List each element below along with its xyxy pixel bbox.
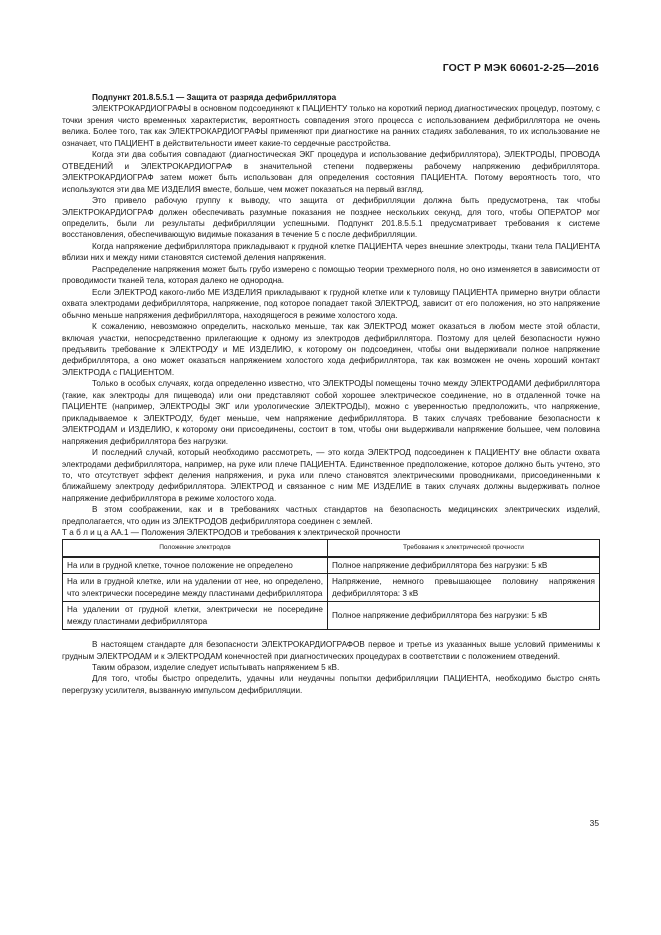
paragraph: Когда эти два события совпадают (диагностическая ЭКГ процедура и использование дефибриллятора), ЭЛЕКТРОДЫ, ПРОВОДА ОТВЕДЕНИЙ и ЭЛЕКТРОКАРДИОГРАФ в значительной степени подвержены рабочему напряжению дефибриллятора. ЭЛЕКТРОКАРДИОГРАФ затем может быть использован для определения состояния ПАЦИЕНТА. Потому вероятность того, что используются эти два МЕ ИЗДЕЛИЯ вместе, больше, чем может показаться на первый взгляд.: [62, 150, 600, 194]
table-cell: На или в грудной клетке, точное положение не определено: [63, 557, 328, 574]
table-row: [63, 574, 600, 602]
paragraph: Когда напряжение дефибриллятора прикладывают к грудной клетке ПАЦИЕНТА через внешние электроды, ткани тела ПАЦИЕНТА вблизи них и между ними становятся системой деления напряжения.: [62, 241, 600, 263]
table-cell: Полное напряжение дефибриллятора без нагрузки: 5 кВ: [328, 602, 600, 630]
paragraph: ЭЛЕКТРОКАРДИОГРАФЫ в основном подсоединяют к ПАЦИЕНТУ только на короткий период диагностических процедур, поэтому, с точки зрения чисто временных характеристик, вероятность совпадения этого процесса с использованием дефибриллятора не очень велика. Более того, так как ЭЛЕКТРОКАРДИОГРАФЫ применяют при диагностике на ранних стадиях заболевания, то их использование не означает, что ПАЦИЕНТ в действительности имеет какие-то сердечные расстройства.: [62, 104, 600, 148]
paragraph: И последний случай, который необходимо рассмотреть, — это когда ЭЛЕКТРОД подсоединен к ПАЦИЕНТУ вне области охвата электродами дефибриллятора, например, на руке или плече ПАЦИЕНТА. Единственное предположение, которое должно быть учтено, это то, что отсутствует эффект деления напряжения, и рука или плечо становятся электрическими проводниками, присоединенными к ближайшему электроду дефибриллятора. ЭЛЕКТРОД и связанное с ним МЕ ИЗДЕЛИЕ в таких случаях должны выдерживать полное напряжение дефибриллятора в режиме холостого хода.: [62, 448, 600, 503]
paragraph: Распределение напряжения может быть грубо измерено с помощью теории трехмерного поля, но оно изменяется в зависимости от проводимости тканей тела, которая далеко не однородна.: [62, 264, 600, 286]
paragraph: Для того, чтобы быстро определить, удачны или неудачны попытки дефибрилляции ПАЦИЕНТА, необходимо быстро снять перегрузку усилителя, вызванную импульсом дефибрилляции.: [62, 674, 600, 695]
column-header: Положение электродов: [63, 539, 328, 557]
table-caption: Т а б л и ц а АА.1 — Положения ЭЛЕКТРОДОВ и требования к электрической прочности: [62, 528, 401, 538]
table-cell: На удалении от грудной клетки, электрически не посередине между пластинами дефибриллятора: [63, 602, 328, 630]
document-body: [62, 92, 600, 696]
table-row: [63, 557, 600, 574]
column-header: Требования к электрической прочности: [328, 539, 600, 557]
paragraph: Это привело рабочую группу к выводу, что защита от дефибрилляции должна быть предусмотрена, так чтобы ЭЛЕКТРОКАРДИОГРАФ должен обеспечивать разумные показания не позднее нескольких секунд, для того, чтобы ОПЕРАТОР мог определить, были ли результаты дефибрилляции успешными. Подпункт 201.8.5.5.1 предусматривает требования к системе восстановления, обеспечивающую видимые показания в течение 5 с после дефибрилляции.: [62, 196, 600, 240]
paragraph: Таким образом, изделие следует испытывать напряжением 5 кВ.: [92, 663, 340, 673]
paragraph: В настоящем стандарте для безопасности ЭЛЕКТРОКАРДИОГРАФОВ первое и третье из указанных выше условий применимы к грудным ЭЛЕКТРОДАМ и к ЭЛЕКТРОДАМ конечностей при диагностических процедурах в соответствии с положением отведений.: [62, 640, 600, 661]
table-cell: Напряжение, немного превышающее половину напряжения дефибриллятора: 3 кВ: [328, 574, 600, 602]
page-number: 35: [589, 818, 599, 828]
standard-header: ГОСТ Р МЭК 60601-2-25—2016: [442, 62, 599, 74]
table-cell: Полное напряжение дефибриллятора без нагрузки: 5 кВ: [328, 557, 600, 574]
paragraph: К сожалению, невозможно определить, насколько меньше, так как ЭЛЕКТРОД может оказаться в любом месте этой области, включая участки, непосредственно прилегающие к одному из электродов дефибриллятора. Поэтому для целей безопасности нужно предъявить требование к ЭЛЕКТРОДУ и МЕ ИЗДЕЛИЮ, к которому он подсоединен, чтобы они выдерживали полное напряжение дефибриллятора, а оно может оказаться напряжением холостого хода дефибриллятора, так как возможен не очень хороший контакт ЭЛЕКТРОДА с ПАЦИЕНТОМ.: [62, 322, 600, 377]
table-header-row: [63, 539, 600, 557]
table-row: [63, 602, 600, 630]
paragraph: Если ЭЛЕКТРОД какого-либо МЕ ИЗДЕЛИЯ прикладывают к грудной клетке или к туловищу ПАЦИЕНТА примерно внутри области охвата электродами дефибриллятора, напряжение, под которое попадает такой ЭЛЕКТРОД, зависит от его положения, но это напряжение обычно меньше напряжения дефибриллятора, находящегося в режиме холостого хода.: [62, 287, 600, 320]
requirements-table: [62, 539, 600, 630]
table-cell: На или в грудной клетке, или на удалении от нее, но определено, что электрически посередине между пластинами дефибриллятора: [63, 574, 328, 602]
paragraph: В этом соображении, как и в требованиях частных стандартов на безопасность медицинских электрических изделий, предполагается, что один из ЭЛЕКТРОДОВ дефибриллятора соединен с землей.: [62, 505, 600, 526]
paragraph: Только в особых случаях, когда определенно известно, что ЭЛЕКТРОДЫ помещены точно между ЭЛЕКТРОДАМИ дефибриллятора (такие, как электроды для пищевода) или они представляют собой хорошее электрическое соединение, но в отдаленной точке на ПАЦИЕНТЕ (например, ЭЛЕКТРОДЫ ЭКГ или урологические ЭЛЕКТРОДЫ), можно с уверенностью предположить, что напряжение, прикладываемое к ЭЛЕКТРОДУ, будет меньше, чем напряжение дефибриллятора. В таких случаях требование безопасности к ЭЛЕКТРОДАМ и ИЗДЕЛИЮ, к которому они присоединены, состоит в том, чтобы они выдерживали напряжение большее, чем половина напряжения дефибриллятора без нагрузки.: [62, 379, 600, 446]
subclause-heading: Подпункт 201.8.5.5.1 — Защита от разряда дефибриллятора: [92, 93, 337, 102]
